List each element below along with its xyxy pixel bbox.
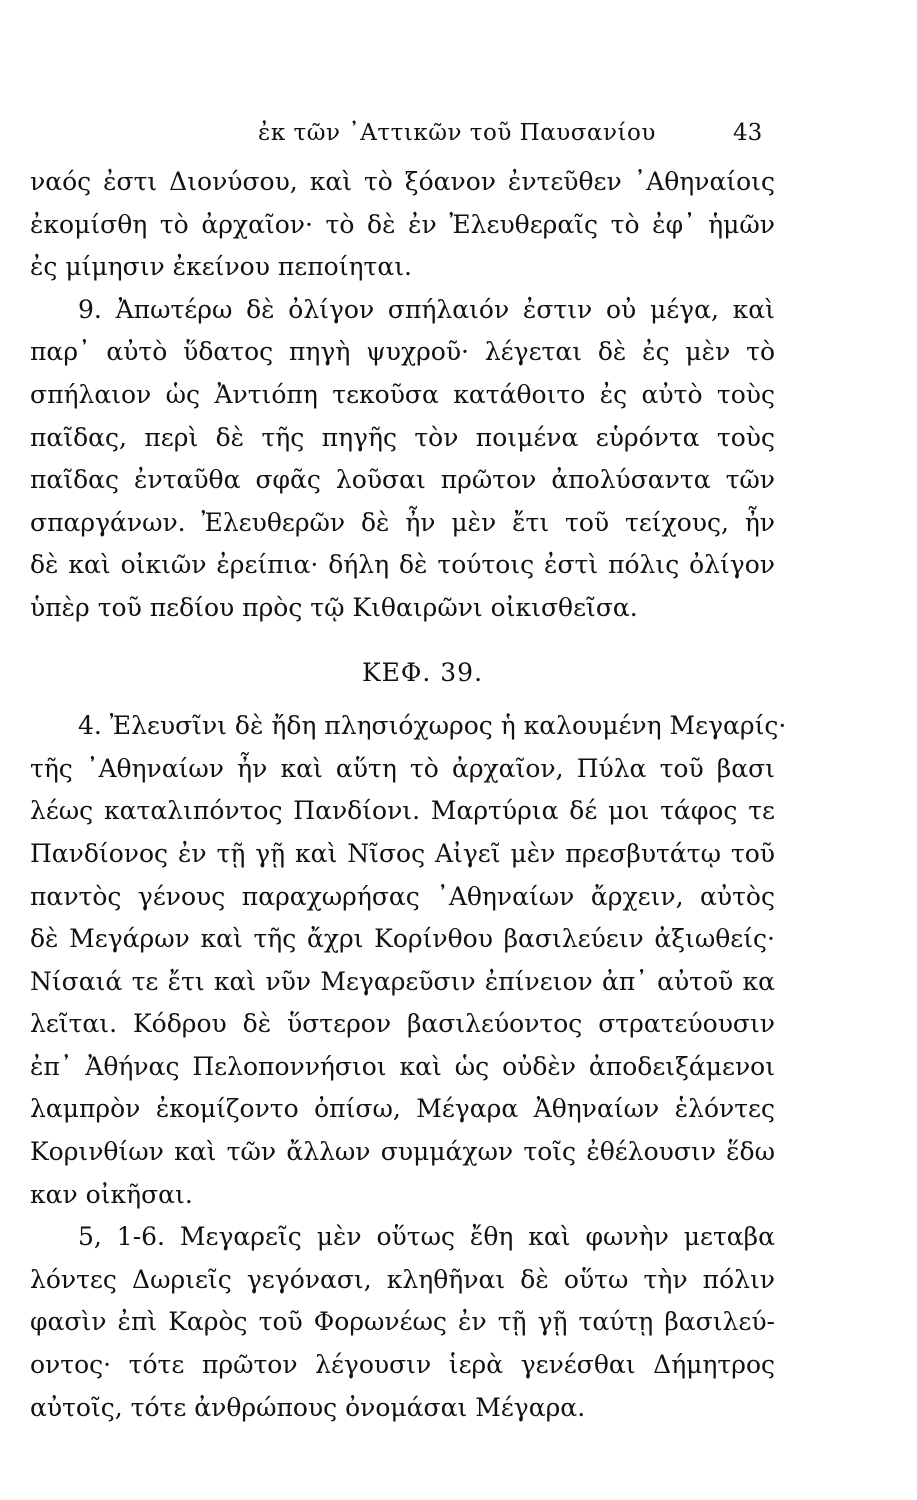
text-line: λέως καταλιπόντος Πανδίονι. Μαρτύρια δέ μοι τάφος τε: [30, 796, 775, 826]
chapter-heading: ΚΕΦ. 39.: [361, 657, 484, 687]
text-line: λόντες Δωριεῖς γεγόνασι, κληθῆναι δὲ οὕτω τὴν πόλιν: [30, 1264, 775, 1294]
paragraph-1: [30, 161, 775, 289]
text-line: λεῖται. Κόδρου δὲ ὕστερον βασιλεύοντος στρατεύουσιν: [30, 1009, 775, 1039]
text-line: ἐς μίμησιν ἐκείνου πεποίηται.: [30, 252, 412, 282]
text-line: δὲ Μεγάρων καὶ τῆς ἄχρι Κορίνθου βασιλεύειν ἀξιωθείς·: [30, 924, 775, 954]
page-number: 43: [733, 120, 763, 146]
paragraph-3: [30, 705, 787, 1216]
text-line: παῖδας ἐνταῦθα σφᾶς λοῦσαι πρῶτον ἀπολύσαντα τῶν: [30, 465, 775, 495]
text-line: σπαργάνων. Ἐλευθερῶν δὲ ἦν μὲν ἔτι τοῦ τείχους, ἦν: [30, 507, 775, 537]
text-line: τῆς ᾿Αθηναίων ἦν καὶ αὕτη τὸ ἀρχαῖον, Πύλα τοῦ βασι: [30, 753, 775, 783]
text-line: αὐτοῖς, τότε ἀνθρώπους ὀνομάσαι Μέγαρα.: [30, 1392, 586, 1422]
text-line: παῖδας, περὶ δὲ τῆς πηγῆς τὸν ποιμένα εὑρόντα τοὺς: [30, 422, 775, 452]
paragraph-4: [30, 1216, 775, 1429]
text-line: δὲ καὶ οἰκιῶν ἐρείπια· δήλη δὲ τούτοις ἐστὶ πόλις ὀλίγον: [30, 550, 775, 580]
text-line: 5, 1-6. Μεγαρεῖς μὲν οὕτως ἔθη καὶ φωνὴν μεταβα: [78, 1222, 775, 1252]
running-title: ἐκ τῶν ᾿Αττικῶν τοῦ Παυσανίου: [258, 120, 656, 146]
text-line: παντὸς γένους παραχωρήσας ᾿Αθηναίων ἄρχειν, αὐτὸς: [30, 881, 775, 911]
body-text: [30, 161, 787, 1429]
text-line: σπήλαιον ὡς Ἀντιόπη τεκοῦσα κατάθοιτο ἐς αὐτὸ τοὺς: [30, 379, 775, 409]
text-line: λαμπρὸν ἐκομίζοντο ὀπίσω, Μέγαρα Ἀθηναίων ἑλόντες: [30, 1094, 775, 1124]
text-line: ναός ἐστι Διονύσου, καὶ τὸ ξόανον ἐντεῦθεν ᾿Αθηναίοις: [30, 167, 775, 196]
text-line: καν οἰκῆσαι.: [30, 1179, 193, 1209]
running-header: [0, 116, 917, 150]
text-line: παρ᾿ αὐτὸ ὕδατος πηγὴ ψυχροῦ· λέγεται δὲ ἐς μὲν τὸ: [30, 337, 775, 367]
text-line: ἐπ᾿ Ἀθήνας Πελοποννήσιοι καὶ ὡς οὐδὲν ἀποδειξάμενοι: [30, 1051, 775, 1081]
paragraph-2: [30, 289, 775, 630]
text-line: ὑπὲρ τοῦ πεδίου πρὸς τῷ Κιθαιρῶνι οἰκισθεῖσα.: [30, 592, 638, 622]
text-line: Νίσαιά τε ἔτι καὶ νῦν Μεγαρεῦσιν ἐπίνειον ἀπ᾿ αὐτοῦ κα: [30, 966, 775, 996]
text-line: φασὶν ἐπὶ Καρὸς τοῦ Φορωνέως ἐν τῇ γῇ ταύτῃ βασιλεύ-: [30, 1307, 775, 1337]
text-line: Κορινθίων καὶ τῶν ἄλλων συμμάχων τοῖς ἐθέλουσιν ἕδω: [30, 1137, 775, 1167]
text-line: ἐκομίσθη τὸ ἀρχαῖον· τὸ δὲ ἐν Ἐλευθεραῖς τὸ ἐφ᾿ ἡμῶν: [30, 209, 775, 239]
text-line: 9. Ἀπωτέρω δὲ ὀλίγον σπήλαιόν ἐστιν οὐ μέγα, καὶ: [78, 294, 775, 324]
text-line: 4. Ἐλευσῖνι δὲ ἤδη πλησιόχωρος ἡ καλουμένη Μεγαρίς·: [78, 711, 787, 741]
text-line: οντος· τότε πρῶτον λέγουσιν ἱερὰ γενέσθαι Δήμητρος: [30, 1350, 775, 1380]
text-line: Πανδίονος ἐν τῇ γῇ καὶ Νῖσος Αἰγεῖ μὲν πρεσβυτάτῳ τοῦ: [30, 838, 775, 868]
